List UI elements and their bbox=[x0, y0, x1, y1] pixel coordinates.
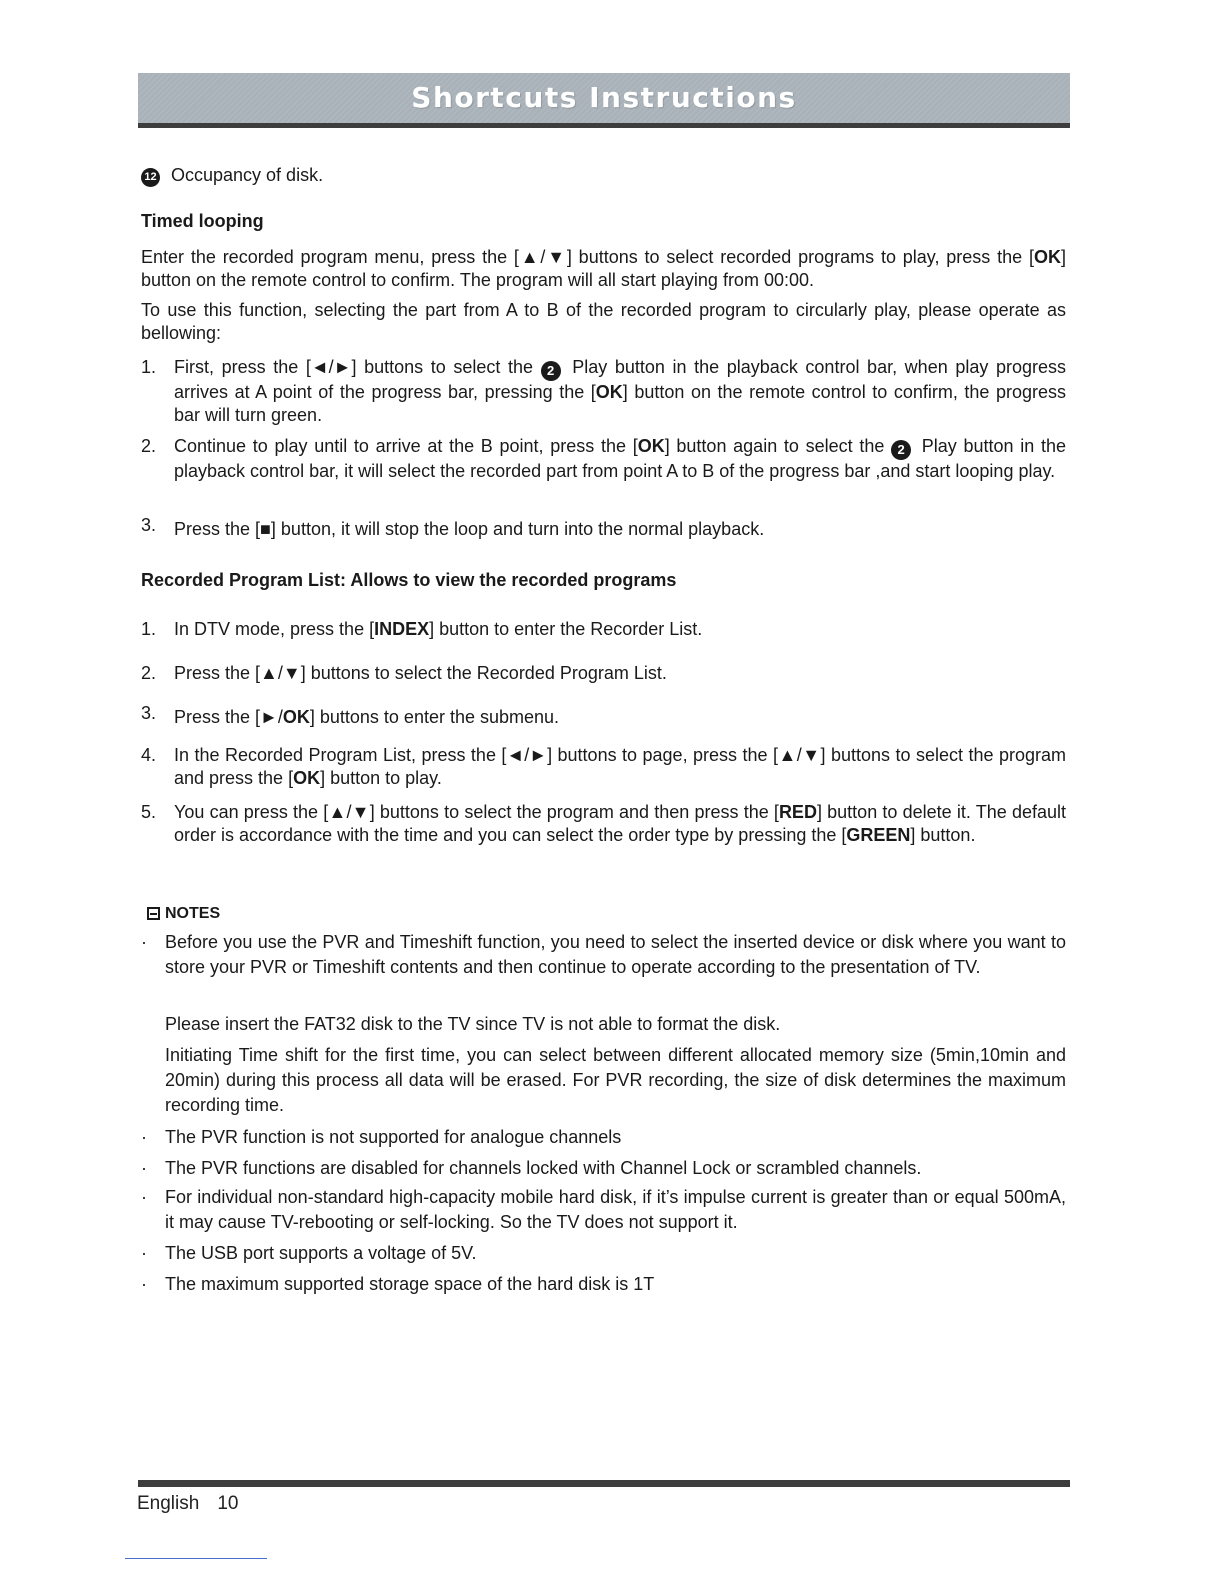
section-header-banner bbox=[138, 73, 1070, 128]
list-item: 3. Press the [►/OK] buttons to enter the submenu. bbox=[141, 703, 560, 727]
notes-heading: NOTES bbox=[147, 902, 220, 925]
timed-looping-paragraph-1: Enter the recorded program menu, press the [▲/▼] buttons to select recorded programs to play, press the [OK] button on the remote control to confirm. The program will all start playing from 00:00. bbox=[141, 247, 1066, 290]
bullet-icon: · bbox=[141, 932, 147, 952]
ok-key-label: OK bbox=[1033, 247, 1061, 267]
up-down-arrows-icon: ▲/▼ bbox=[778, 745, 821, 765]
up-down-arrows-icon: ▲/▼ bbox=[328, 802, 370, 822]
ok-key-label: OK bbox=[282, 707, 310, 727]
page-title: Shortcuts Instructions bbox=[411, 81, 797, 114]
list-item: · The maximum supported storage space of the hard disk is 1T bbox=[141, 1272, 1066, 1297]
list-item: · The PVR function is not supported for analogue channels bbox=[141, 1125, 1066, 1150]
page-number: 10 bbox=[217, 1493, 239, 1514]
left-right-arrows-icon: ◄/► bbox=[310, 357, 352, 377]
list-item: · For individual non-standard high-capacity mobile hard disk, if it’s impulse current is greater than or equal 500mA, it may cause TV-rebooting or self-locking. So the TV does not support it. bbox=[141, 1187, 1066, 1232]
list-item: 5. You can press the [▲/▼] buttons to select the program and then press the [RED] button to delete it. The default order is accordance with the time and you can select the order type by pressing the [GREEN] button. bbox=[141, 802, 1066, 845]
list-item: · Before you use the PVR and Timeshift function, you need to select the inserted device or disk where you want to store your PVR or Timeshift contents and then continue to operate according to the presentation of TV. bbox=[141, 932, 1066, 977]
list-item: 3. Press the [■] button, it will stop the loop and turn into the normal playback. bbox=[141, 515, 765, 539]
bullet-icon: · bbox=[141, 1127, 147, 1147]
up-down-arrows-icon: ▲/▼ bbox=[260, 663, 301, 683]
list-item: Initiating Time shift for the first time, you can select between different allocated memory size (5min,10min and 20min) during this process all data will be erased. For PVR recording, the size of disk determines the maximum recording time. bbox=[165, 1045, 1066, 1115]
stop-icon: ■ bbox=[260, 519, 271, 539]
list-item: 1. In DTV mode, press the [INDEX] button to enter the Recorder List. bbox=[141, 619, 703, 639]
list-item: 2. Press the [▲/▼] buttons to select the Recorded Program List. bbox=[141, 663, 667, 683]
index-key-label: INDEX bbox=[374, 619, 430, 639]
ok-key-label: OK bbox=[293, 768, 321, 788]
green-key-label: GREEN bbox=[846, 825, 911, 845]
bullet-icon: · bbox=[141, 1187, 147, 1207]
footer-divider bbox=[138, 1480, 1070, 1487]
intro-line bbox=[141, 164, 323, 187]
list-item: Please insert the FAT32 disk to the TV since TV is not able to format the disk. bbox=[165, 1014, 781, 1034]
timed-looping-paragraph-2: To use this function, selecting the part from A to B of the recorded program to circularly play, please operate as bellowing: bbox=[141, 300, 1066, 343]
list-item: · The PVR functions are disabled for channels locked with Channel Lock or scrambled channels. bbox=[141, 1156, 1066, 1181]
recorded-list-heading: Recorded Program List: Allows to view the recorded programs bbox=[141, 570, 677, 590]
list-item: 2. Continue to play until to arrive at the B point, press the [OK] button again to select the 2 Play button in the playback control bar, it will select the recorded part from point A to B of the progress bar ,and start looping play. bbox=[141, 436, 1066, 481]
footer bbox=[137, 1493, 238, 1515]
up-down-arrows-icon: ▲/▼ bbox=[518, 247, 567, 267]
right-arrow-icon: ►/ bbox=[260, 707, 283, 727]
bullet-icon: · bbox=[141, 1158, 147, 1178]
number-badge-icon: 12 bbox=[141, 168, 160, 187]
left-right-arrows-icon: ◄/► bbox=[506, 745, 548, 765]
ok-key-label: OK bbox=[595, 382, 623, 402]
notes-icon bbox=[147, 907, 160, 920]
number-badge-icon: 2 bbox=[891, 440, 911, 460]
bullet-icon: · bbox=[141, 1243, 147, 1263]
footer-language: English bbox=[137, 1493, 200, 1514]
list-item: · The USB port supports a voltage of 5V. bbox=[141, 1241, 1066, 1266]
footer-link-underline bbox=[125, 1558, 267, 1559]
bullet-icon: · bbox=[141, 1274, 147, 1294]
timed-looping-heading: Timed looping bbox=[141, 211, 264, 231]
number-badge-icon: 2 bbox=[541, 361, 561, 381]
list-item: 4. In the Recorded Program List, press the [◄/►] buttons to page, press the [▲/▼] buttons to select the program and press the [OK] button to play. bbox=[141, 745, 1066, 788]
intro-text: Occupancy of disk. bbox=[171, 165, 324, 185]
red-key-label: RED bbox=[778, 802, 817, 822]
ok-key-label: OK bbox=[637, 436, 665, 456]
list-item: 1. First, press the [◄/►] buttons to select the 2 Play button in the playback control bar, when play progress arrives at A point of the progress bar, pressing the [OK] button on the remote control to confirm, the progress bar will turn green. bbox=[141, 357, 1066, 425]
